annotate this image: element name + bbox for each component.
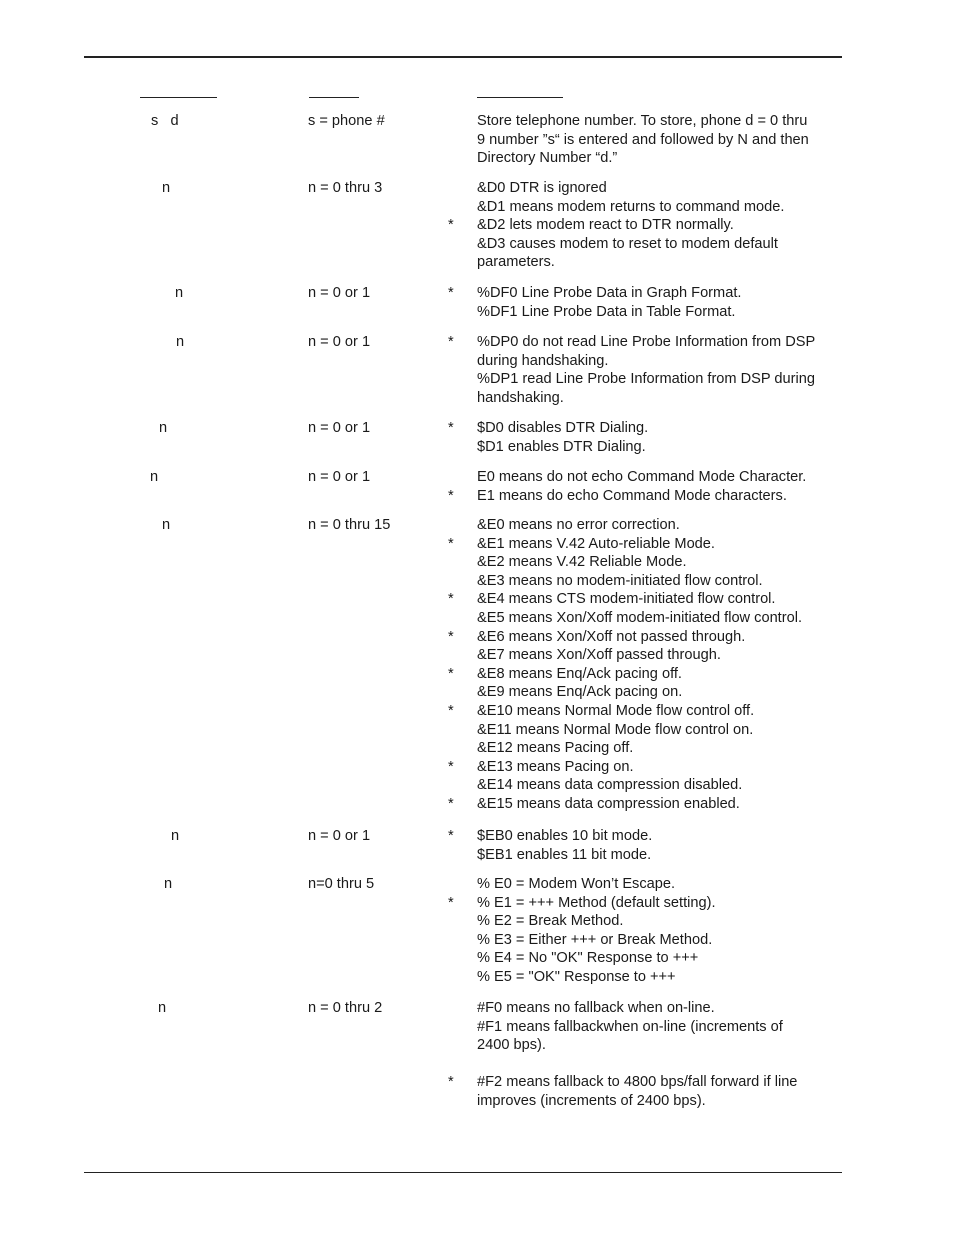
default-marker: * <box>448 217 454 234</box>
description-line: % E5 = "OK" Response to +++ <box>477 969 676 985</box>
description-line: % E3 = Either +++ or Break Method. <box>477 931 713 948</box>
description-line: &E0 means no error correction. <box>477 517 680 533</box>
description-line: $EB0 enables 10 bit mode. <box>477 828 653 844</box>
description-line: % E4 = No "OK" Response to +++ <box>477 950 699 967</box>
default-marker: * <box>448 334 454 350</box>
default-marker: * <box>448 1074 454 1091</box>
description-line: &E15 means data compression enabled. <box>477 796 740 812</box>
command-cell: n <box>164 876 173 892</box>
description-line: E1 means do echo Command Mode characters. <box>477 487 787 504</box>
parameter-cell: n = 0 or 1 <box>308 334 371 350</box>
command-cell: n <box>159 420 168 436</box>
parameter-cell: n = 0 thru 3 <box>308 180 383 196</box>
description-line: % E0 = Modem Won’t Escape. <box>477 876 676 892</box>
description-line: Store telephone number. To store, phone d = 0 thru <box>477 113 808 129</box>
description-line: #F0 means no fallback when on-line. <box>477 1000 715 1016</box>
description-line: &D1 means modem returns to command mode. <box>477 198 785 215</box>
description-line: % E2 = Break Method. <box>477 913 624 930</box>
description-line: &D0 DTR is ignored <box>477 180 607 196</box>
parameter-cell: s = phone # <box>308 113 385 129</box>
description-line: improves (increments of 2400 bps). <box>477 1093 706 1109</box>
description-line: $D1 enables DTR Dialing. <box>477 438 646 455</box>
page-bottom-rule <box>84 1172 842 1173</box>
command-cell: n <box>175 285 184 301</box>
command-cell: n <box>150 469 159 485</box>
description-line: during handshaking. <box>477 352 609 369</box>
parameter-cell: n = 0 or 1 <box>308 285 371 301</box>
default-marker: * <box>448 535 454 552</box>
description-line: E0 means do not echo Command Mode Character. <box>477 469 807 485</box>
description-line: handshaking. <box>477 389 564 406</box>
default-marker: * <box>448 487 454 504</box>
default-marker: * <box>448 665 454 682</box>
description-line: &E3 means no modem-initiated flow control. <box>477 572 763 589</box>
description-line: $EB1 enables 11 bit mode. <box>477 846 652 863</box>
description-line: Directory Number “d.” <box>477 150 618 167</box>
description-line: &E2 means V.42 Reliable Mode. <box>477 554 687 571</box>
default-marker: * <box>448 828 454 844</box>
parameter-cell: n=0 thru 5 <box>308 876 375 892</box>
description-line: $D0 disables DTR Dialing. <box>477 420 649 436</box>
parameter-cell: n = 0 thru 2 <box>308 1000 383 1016</box>
default-marker: * <box>448 285 454 301</box>
description-line: &E11 means Normal Mode flow control on. <box>477 721 754 738</box>
description-line: &E12 means Pacing off. <box>477 740 634 757</box>
description-line: &D3 causes modem to reset to modem default <box>477 235 778 252</box>
description-line: 2400 bps). <box>477 1037 546 1054</box>
command-cell: s d <box>151 113 179 129</box>
description-line: #F1 means fallbackwhen on-line (increments of <box>477 1018 783 1035</box>
description-line: &E5 means Xon/Xoff modem-initiated flow control. <box>477 610 803 626</box>
description-line: &E4 means CTS modem-initiated flow control. <box>477 591 776 608</box>
parameter-cell: n = 0 or 1 <box>308 469 371 485</box>
default-marker: * <box>448 420 454 436</box>
description-line: % E1 = +++ Method (default setting). <box>477 894 716 911</box>
description-line: &E14 means data compression disabled. <box>477 777 743 794</box>
default-marker: * <box>448 628 454 645</box>
description-line: &E1 means V.42 Auto-reliable Mode. <box>477 535 715 552</box>
description-line: &E9 means Enq/Ack pacing on. <box>477 684 683 701</box>
description-line: &E10 means Normal Mode flow control off. <box>477 703 755 719</box>
default-marker: * <box>448 703 454 719</box>
command-cell: n <box>162 517 171 533</box>
description-line: &E6 means Xon/Xoff not passed through. <box>477 628 746 645</box>
parameter-cell: n = 0 thru 15 <box>308 517 391 533</box>
command-cell: n <box>171 828 180 844</box>
default-marker: * <box>448 591 454 608</box>
description-line: parameters. <box>477 254 555 271</box>
description-line: %DF0 Line Probe Data in Graph Format. <box>477 285 742 301</box>
description-line: &E13 means Pacing on. <box>477 758 634 775</box>
description-line: #F2 means fallback to 4800 bps/fall forward if line <box>477 1074 798 1091</box>
description-line: %DP1 read Line Probe Information from DSP during <box>477 371 815 388</box>
default-marker: * <box>448 894 454 911</box>
command-cell: n <box>176 334 185 350</box>
description-line: &E8 means Enq/Ack pacing off. <box>477 665 682 682</box>
description-line: &D2 lets modem react to DTR normally. <box>477 217 734 234</box>
description-line: &E7 means Xon/Xoff passed through. <box>477 647 721 664</box>
description-line: 9 number ”s“ is entered and followed by N and then <box>477 131 809 148</box>
default-marker: * <box>448 758 454 775</box>
command-cell: n <box>158 1000 167 1016</box>
default-marker: * <box>448 796 454 812</box>
parameter-cell: n = 0 or 1 <box>308 420 371 436</box>
description-line: %DF1 Line Probe Data in Table Format. <box>477 303 736 320</box>
command-cell: n <box>162 180 171 196</box>
parameter-cell: n = 0 or 1 <box>308 828 371 844</box>
description-line: %DP0 do not read Line Probe Information from DSP <box>477 334 816 350</box>
